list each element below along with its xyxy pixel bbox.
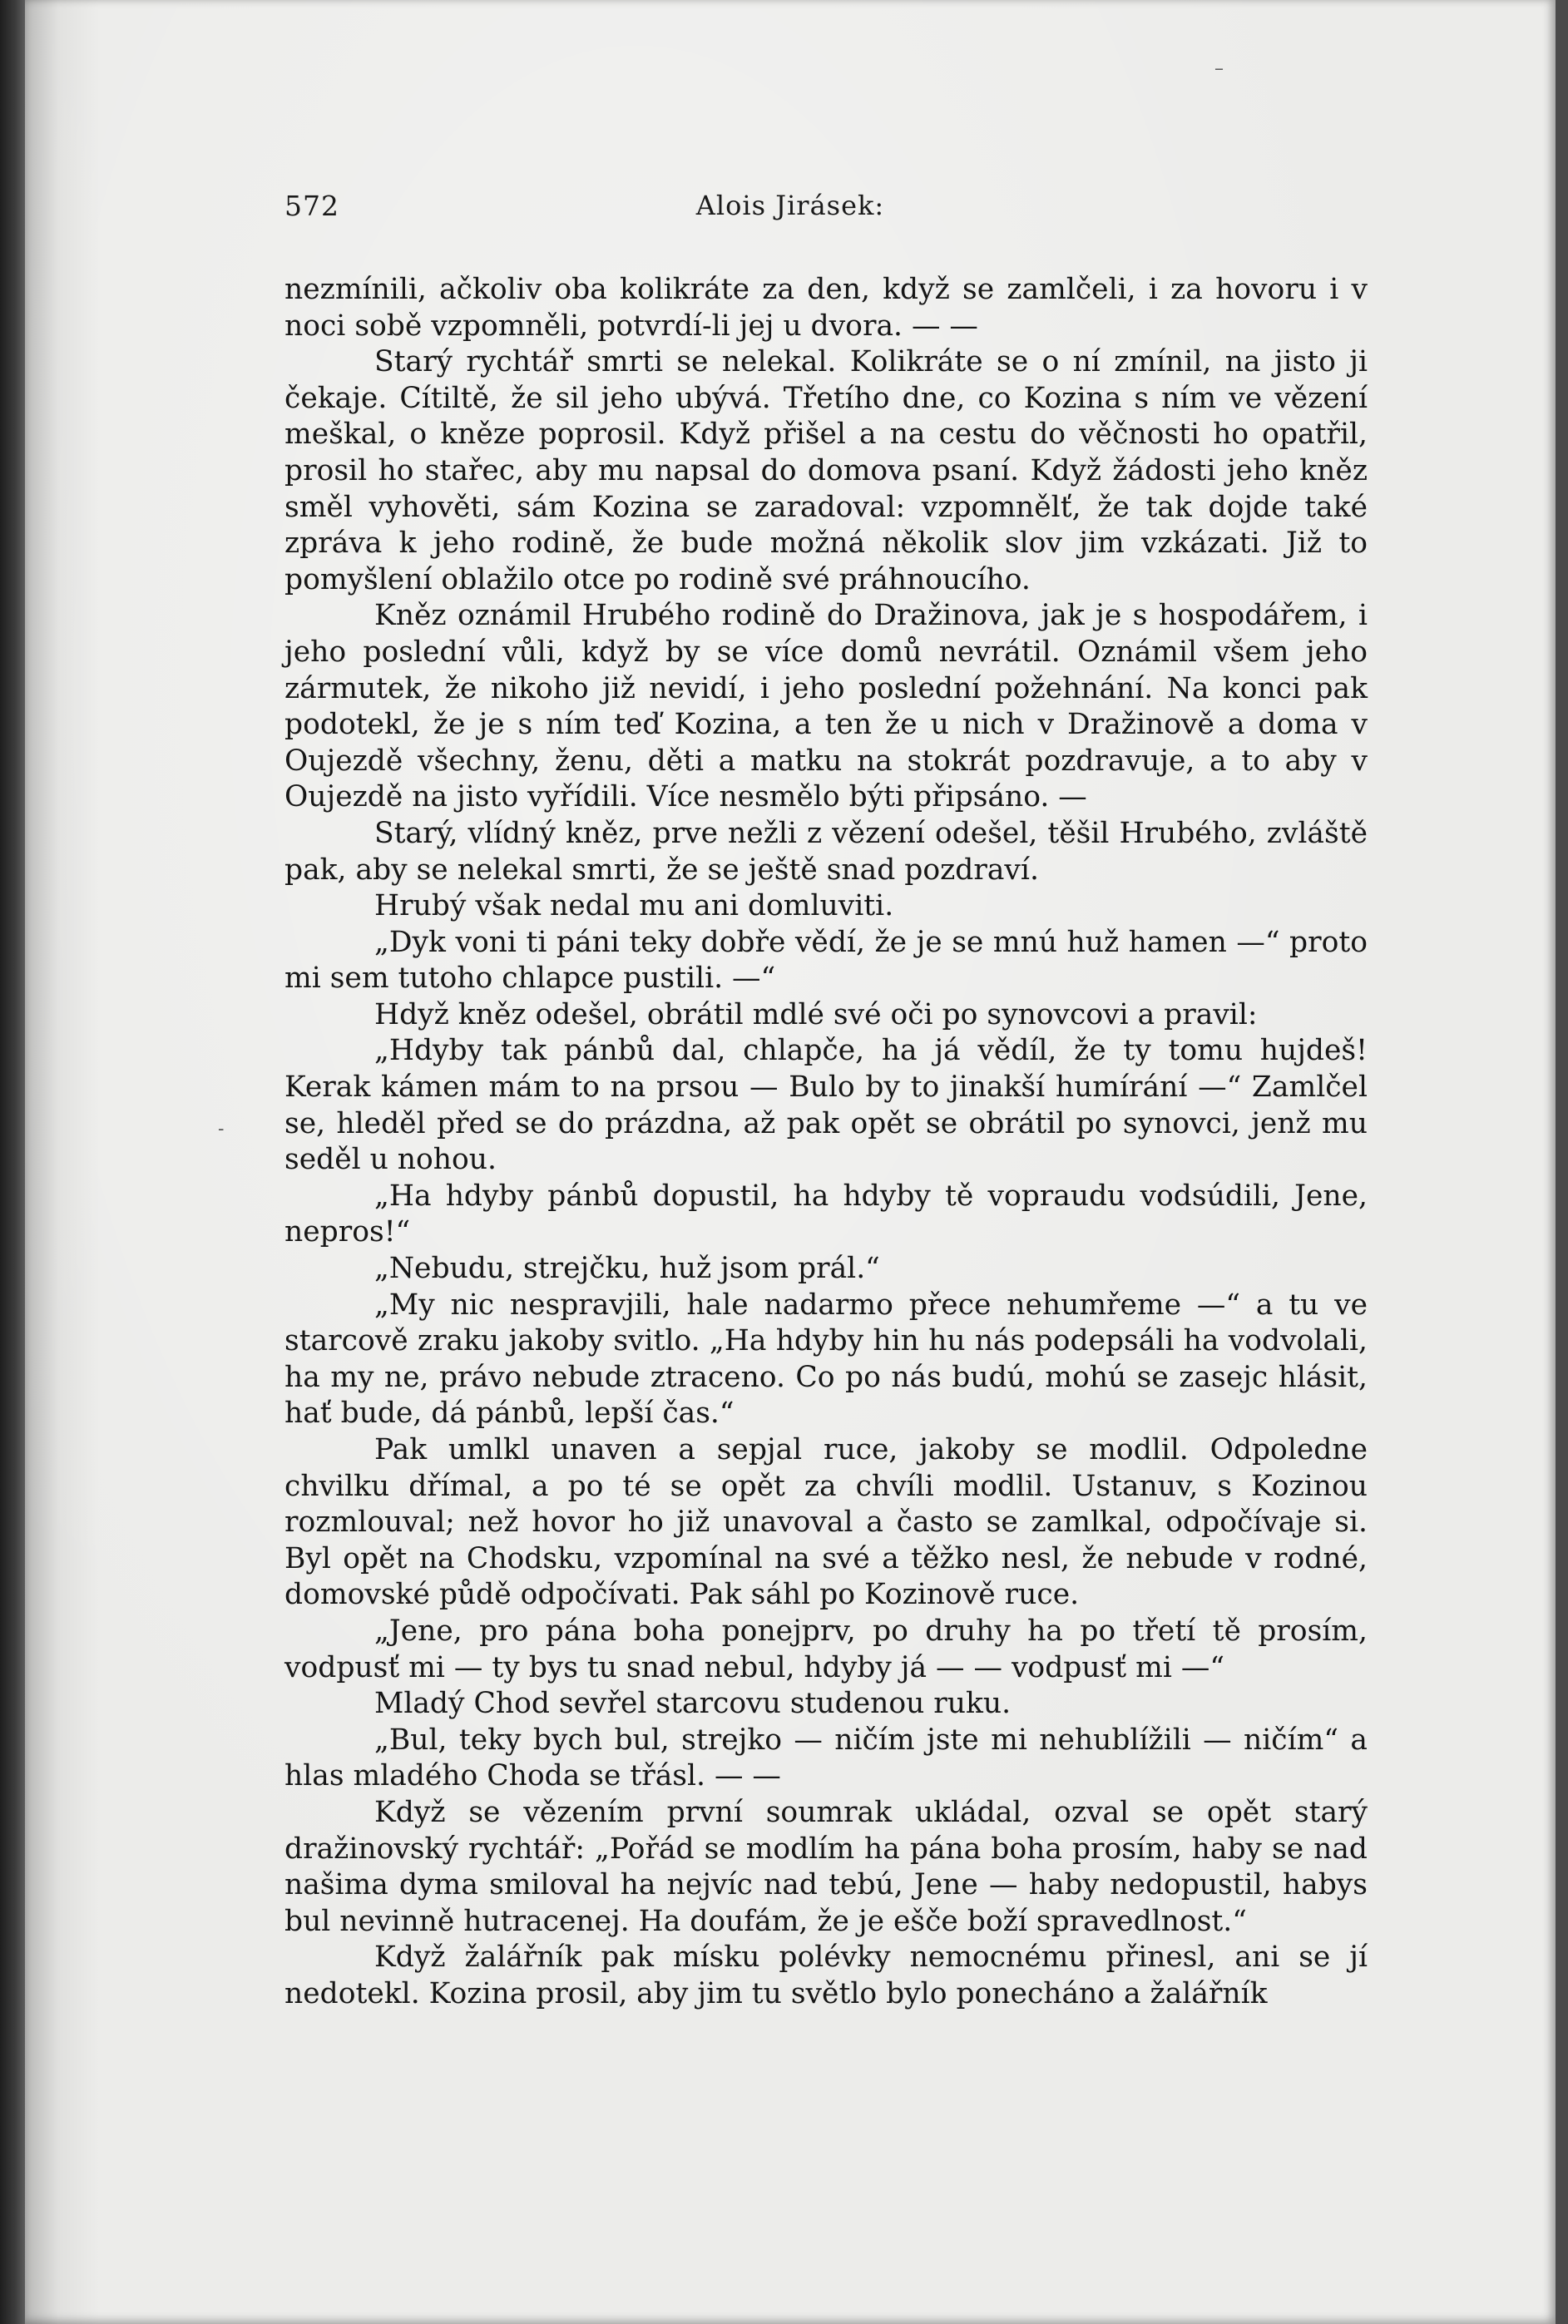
margin-dash-mark: - (218, 1119, 225, 1140)
paragraph: Když se vězením první soumrak ukládal, ozval se opět starý dražinovský rychtář: „Pořád se modlím ha pána boha prosím, haby se nad našima dyma smiloval ha nejvíc nad tebú, Jene — haby nedopustil, habys bul nevinně hutracenej. Ha doufám, že je ešče boží spravedlnost.“ (284, 1795, 1368, 1938)
paragraph: nezmínili, ačkoliv oba kolikráte za den, když se zamlčeli, i za hovoru i v noci sobě vzpomněli, potvrdí-li jej u dvora. — — (284, 273, 1368, 343)
paragraph: Hrubý však nedal mu ani domluviti. (374, 889, 894, 923)
paragraph: „Jene, pro pána boha ponejprv, po druhy ha po třetí tě prosím, vodpusť mi — ty bys tu snad nebul, hdyby já — — vodpusť mi —“ (284, 1614, 1368, 1684)
paragraph: „Bul, teky bych bul, strejko — ničím jste mi nehublížili — ničím“ a hlas mladého Choda se třásl. — — (284, 1723, 1368, 1793)
page-text (284, 272, 1368, 2013)
running-title: Alois Jirásek: (695, 190, 885, 221)
paragraph: „My nic nespravjili, hale nadarmo přece nehumřeme —“ a tu ve starcově zraku jakoby svitlo. „Ha hdyby hin hu nás podepsáli ha vodvolali, ha my ne, právo nebude ztraceno. Co po nás budú, mohú se zasejc hlásit, hať bude, dá pánbů, lepší čas.“ (284, 1288, 1368, 1431)
paragraph: Pak umlkl unaven a sepjal ruce, jakoby se modlil. Odpoledne chvilku dřímal, a po té se opět za chvíli modlil. Ustanuv, s Kozinou rozmlouval; než hovor ho již unavoval a často se zamlkal, odpočívaje si. Byl opět na Chodsku, vzpomínal na své a těžko nesl, že nebude v rodné, domovské půdě odpočívati. Pak sáhl po Kozinově ruce. (284, 1433, 1368, 1612)
paragraph: „Hdyby tak pánbů dal, chlapče, ha já vědíl, že ty tomu hujdeš! Kerak kámen mám to na prsou — Bulo by to jinakší humírání —“ Zamlčel se, hleděl před se do prázdna, až pak opět se obrátil po synovci, jenž mu seděl u nohou. (284, 1034, 1368, 1177)
paragraph: „Nebudu, strejčku, huž jsom prál.“ (374, 1252, 880, 1286)
paragraph: Starý rychtář smrti se nelekal. Kolikráte se o ní zmínil, na jisto ji čekaje. Cítiltě, že sil jeho ubývá. Třetího dne, co Kozina s ním ve vězení meškal, o kněze poprosil. Když přišel a na cestu do věčnosti ho opatřil, prosil ho stařec, aby mu napsal do domova psaní. Když žádosti jeho kněz směl vyhověti, sám Kozina se zaradoval: vzpomnělť, že tak dojde také zpráva k jeho rodině, že bude možná několik slov jim vzkázati. Již to pomyšlení oblažilo otce po rodině své práhnoucího. (284, 345, 1368, 596)
paragraph: „Dyk voni ti páni teky dobře vědí, že je se mnú huž hamen —“ proto mi sem tutoho chlapce pustili. —“ (284, 925, 1368, 996)
paragraph: Mladý Chod sevřel starcovu studenou ruku. (374, 1687, 1012, 1721)
margin-dash-mark: – (1214, 58, 1224, 79)
paragraph: Starý, vlídný kněz, prve nežli z vězení odešel, těšil Hrubého, zvláště pak, aby se nelekal smrti, že se ještě snad pozdraví. (284, 816, 1368, 887)
book-page (25, 0, 1556, 2324)
paragraph: Kněz oznámil Hrubého rodině do Dražinova, jak je s hospodářem, i jeho poslední vůli, když by se více domů nevrátil. Oznámil všem jeho zármutek, že nikoho již nevidí, i jeho poslední požehnání. Na konci pak podotekl, že je s ním teď Kozina, a ten že u nich v Dražinově a doma v Oujezdě všechny, ženu, děti a matku na stokrát pozdravuje, a to aby v Oujezdě na jisto vyřídili. Více nesmělo býti připsáno. — (284, 599, 1368, 814)
paragraph: Hdyž kněz odešel, obrátil mdlé své oči po synovcovi a pravil: (374, 997, 1258, 1031)
paragraph: „Ha hdyby pánbů dopustil, ha hdyby tě vopraudu vodsúdili, Jene, nepros!“ (284, 1179, 1368, 1249)
page-number: 572 (284, 190, 339, 222)
paragraph: Když žalářník pak mísku polévky nemocnému přinesl, ani se jí nedotekl. Kozina prosil, aby jim tu světlo bylo ponecháno a žalářník (284, 1941, 1368, 2010)
